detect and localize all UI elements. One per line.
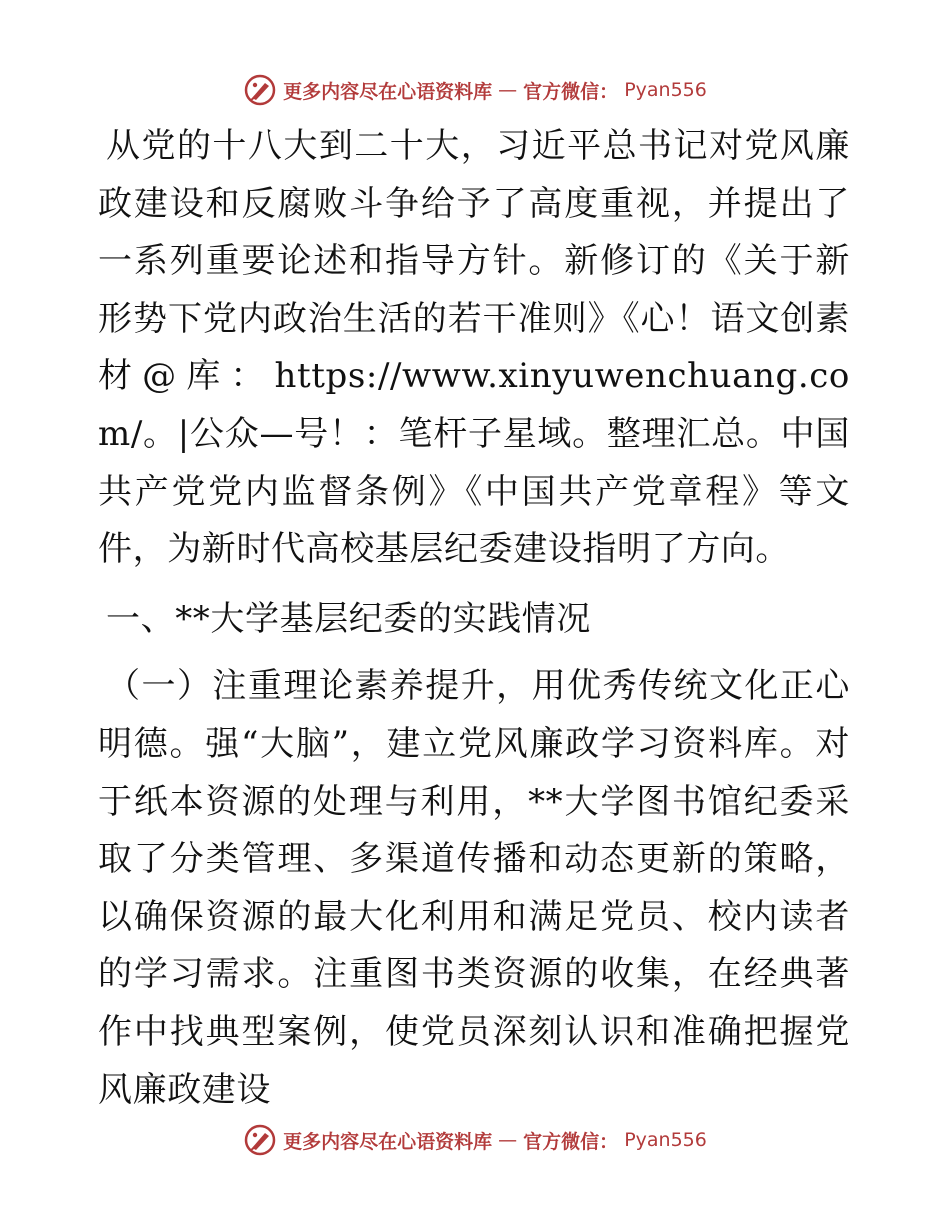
brand-text: 更多内容尽在心语资料库 xyxy=(283,1130,493,1153)
brand-text: 更多内容尽在心语资料库 xyxy=(283,80,493,103)
quill-logo-icon xyxy=(243,73,277,107)
header-banner xyxy=(0,70,950,110)
footer-banner xyxy=(0,1120,950,1160)
banner-separator: — xyxy=(498,79,518,101)
banner-separator: — xyxy=(498,1129,518,1151)
quill-logo-icon xyxy=(243,1123,277,1157)
document-body xyxy=(98,118,850,1119)
wechat-id: Pyan556 xyxy=(624,79,707,101)
paragraph-intro: 从党的十八大到二十大，习近平总书记对党风廉政建设和反腐败斗争给予了高度重视，并提出了一系列重要论述和指导方针。新修订的《关于新形势下党内政治生活的若干准则》《心！语文创素材@库：https://www.xinyuwenchuang.com/。|公众—号！：笔杆子星域。整理汇总。中国共产党党内监督条例》《中国共产党章程》等文件，为新时代高校基层纪委建设指明了方向。 xyxy=(98,126,850,570)
wechat-id: Pyan556 xyxy=(624,1129,707,1151)
paragraph-section-1: （一）注重理论素养提升，用优秀传统文化正心明德。强“大脑”，建立党风廉政学习资料库。对于纸本资源的处理与利用，**大学图书馆纪委采取了分类管理、多渠道传播和动态更新的策略，以确保资源的最大化利用和满足党员、校内读者的学习需求。注重图书类资源的收集，在经典著作中找典型案例，使党员深刻认识和准确把握党风廉政建设 xyxy=(98,666,850,1110)
wechat-label: 官方微信： xyxy=(523,80,619,103)
wechat-label: 官方微信： xyxy=(523,1130,619,1153)
section-heading: 一、**大学基层纪委的实践情况 xyxy=(106,598,591,639)
